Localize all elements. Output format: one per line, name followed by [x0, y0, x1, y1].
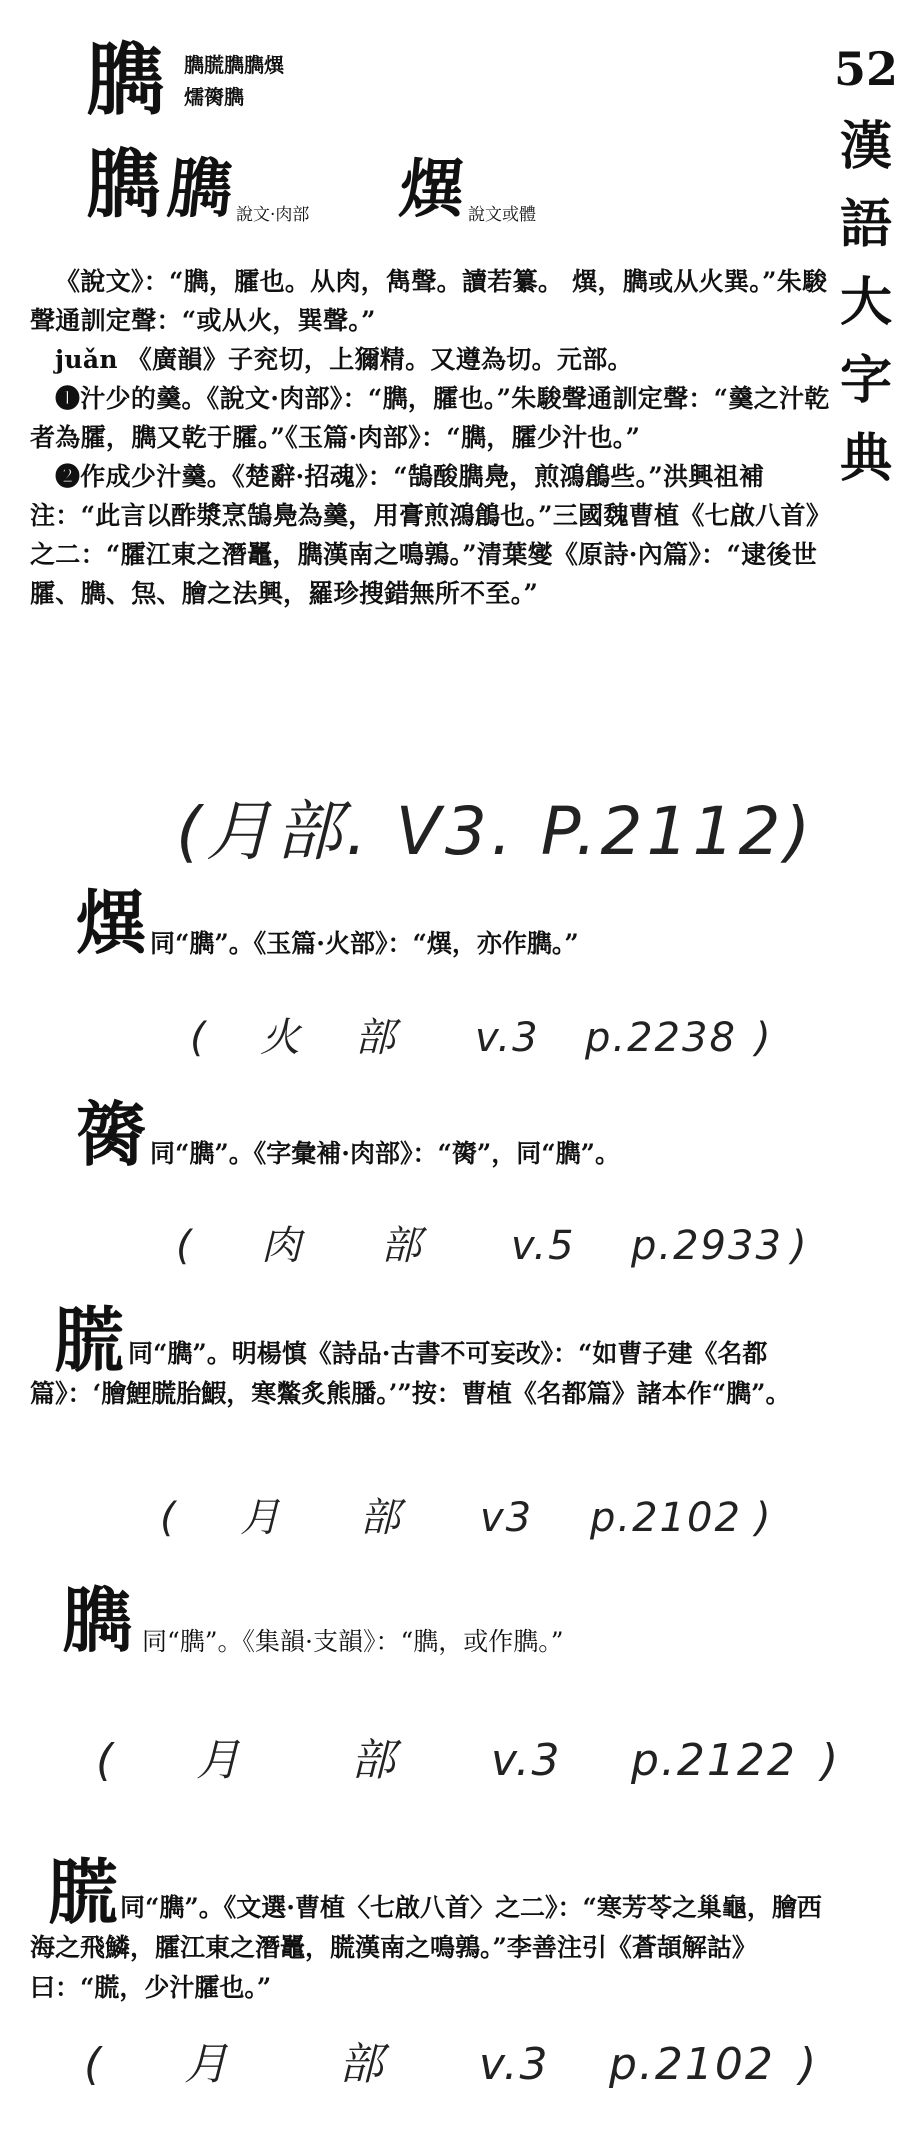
note-part: p.2122 [631, 1735, 797, 1786]
paragraph-shuowen: 《說文》：“臇，臛也。从肉，雋聲。讀若纂。 熼，臇或从火巽。”朱駿聲通訓定聲：“或从火，巽聲。” [30, 267, 828, 335]
note-part: ( [96, 1735, 116, 1786]
side-char: 字 [839, 350, 892, 411]
note-part: 部 [355, 1015, 397, 1061]
paragraph-pronunciation: juǎn 《廣韻》子兖切，上獮精。又遵為切。元部。 [55, 345, 633, 374]
entry-definition: 同“臇”。《玉篇·火部》：“熼，亦作臇。” [150, 929, 579, 958]
note-part: ( [190, 1015, 208, 1061]
handwritten-reference-6 [84, 2028, 818, 2092]
note-part: v.3 [475, 1015, 540, 1061]
note-part: v.3 [479, 2039, 550, 2090]
note-part: ) [821, 1735, 841, 1786]
note-part: ( [160, 1495, 178, 1541]
page-number: 52 [834, 42, 899, 96]
note-part: 肉 [261, 1223, 303, 1269]
note-part: 月 [240, 1495, 282, 1541]
headword: 臇 [86, 35, 165, 126]
note-part: 月 [184, 2039, 230, 2090]
note-part: ) [755, 1015, 773, 1061]
note-part: v3 [480, 1495, 534, 1541]
side-char: 漢 [839, 116, 892, 177]
handwritten-reference-4 [160, 1486, 773, 1543]
note-part: ( [176, 1223, 194, 1269]
note-part: p.2238 [585, 1015, 737, 1061]
note-part: ) [755, 1495, 773, 1541]
definition-body [30, 262, 830, 613]
note-part: p.2102 [609, 2039, 775, 2090]
side-char: 典 [839, 428, 892, 489]
note-part: 部 [339, 2039, 385, 2090]
dictionary-side-title [834, 30, 898, 498]
note-part: ( [84, 2039, 104, 2090]
entry-definition: 同“臇”。《字彙補·肉部》：“膐”，同“臇”。 [150, 1139, 620, 1168]
note-part: 部 [351, 1735, 397, 1786]
handwritten-reference-1: (月部. V3. P.2112) [176, 793, 815, 870]
side-char: 大 [839, 272, 892, 333]
note-part: ) [791, 1223, 809, 1269]
side-char: 語 [839, 194, 892, 255]
seal-source-note-1: 說文·肉部 [236, 205, 310, 225]
entry-headword: 臇 [62, 1579, 132, 1662]
entry-headword: 熼 [76, 881, 146, 964]
handwritten-reference-5 [96, 1724, 840, 1788]
handwritten-reference-2 [190, 1006, 773, 1063]
entry-headword: 㬻 [54, 1299, 124, 1382]
note-part: ) [799, 2039, 819, 2090]
entry-definition: 同“臇”。《集韻·支韻》：“臇，或作臇。” [142, 1627, 564, 1656]
variant-forms-line2: 燸膐臇 [184, 85, 244, 109]
note-part: 火 [260, 1015, 302, 1061]
paragraph-sense-1: ❶汁少的羹。《說文·肉部》：“臇，臛也。”朱駿聲通訓定聲：“羹之汁乾者為臛，臇又乾于臛。”《玉篇·肉部》：“臇，臛少汁也。” [30, 384, 830, 452]
seal-script-form-2: 熼 [396, 152, 464, 227]
handwritten-reference-3 [176, 1214, 809, 1271]
entry-headword: 膐 [76, 1093, 146, 1176]
note-part: p.2933 [631, 1223, 783, 1269]
seal-source-note-2: 說文或體 [468, 205, 536, 225]
note-part: v.5 [511, 1223, 576, 1269]
entry-headword: 㬻 [48, 1851, 118, 1934]
note-part: v.3 [491, 1735, 562, 1786]
entry-definition: 同“臇”。明楊慎《詩品·古書不可妄改》：“如曹子建《名都篇》：‘膾鯉㬻胎鰕，寒鱉炙熊膰。’”按：曹植《名都篇》諸本作“臇”。 [30, 1339, 791, 1408]
note-part: 部 [381, 1223, 423, 1269]
note-part: p.2102 [590, 1495, 742, 1541]
entry-definition: 同“臇”。《文選·曹植〈七啟八首〉之二》：“寒芳苓之巢龜，膾西海之飛鱗，臛江東之潛鼉，㬻漢南之鳴鶉。”李善注引《蒼頡解詁》曰：“㬻，少汁臛也。” [30, 1893, 822, 2002]
note-part: 部 [360, 1495, 402, 1541]
note-part: 月 [196, 1735, 242, 1786]
paragraph-sense-2: ❷作成少汁羹。《楚辭·招魂》：“鵠酸臇鳧，煎鴻鶬些。”洪興祖補注：“此言以酢漿烹鵠鳧為羹，用膏煎鴻鶬也。”三國魏曹植《七啟八首》之二：“臛江東之潛鼉，臇漢南之鳴鶉。”清葉燮《原詩·內篇》：“逮後世臛、臇、炰、膾之法興，羅珍搜錯無所不至。” [30, 462, 819, 608]
variant-forms-line1: 臇㬻臇臇熼 [184, 53, 284, 77]
headword-regular: 臇 [86, 142, 160, 228]
seal-script-form-1: 臇 [164, 152, 232, 227]
